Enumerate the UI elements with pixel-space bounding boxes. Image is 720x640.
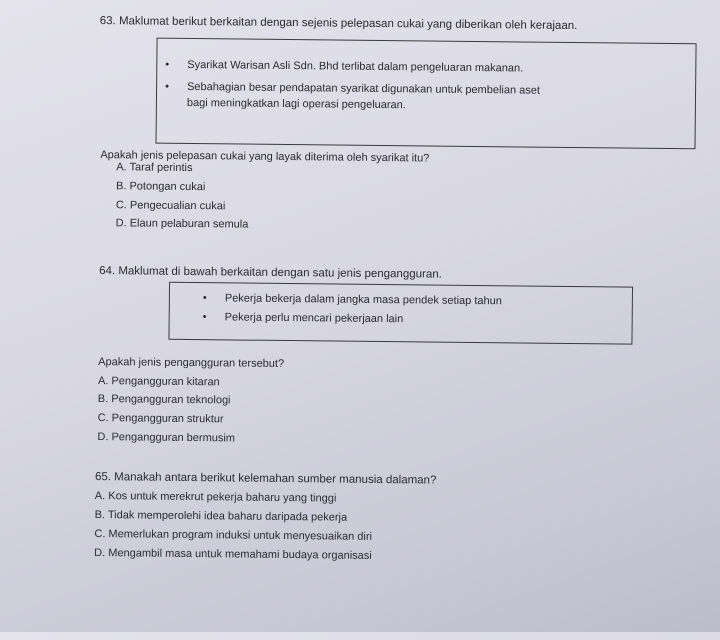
q64-option-a[interactable]: A. Pengangguran kitaran: [97, 375, 220, 389]
q64-bullet: • Pekerja perlu mencari pekerjaan lain: [225, 311, 404, 325]
q64-option-d[interactable]: D. Pengangguran bermusim: [97, 431, 236, 445]
q65-option-b[interactable]: B. Tidak memperolehi idea baharu daripada pekerja: [94, 509, 348, 524]
q64-question: Apakah jenis pengangguran tersebut?: [98, 356, 285, 370]
q64-option-c[interactable]: C. Pengangguran struktur: [97, 412, 224, 426]
q63-bullet: • Syarikat Warisan Asli Sdn. Bhd terlibat dalam pengeluaran makanan.: [187, 59, 523, 75]
q63-stem: 63. Maklumat berikut berkaitan dengan sejenis pelepasan cukai yang diberikan oleh kerajaan.: [99, 15, 578, 33]
q64-option-b[interactable]: B. Pengangguran teknologi: [97, 393, 231, 407]
q63-option-c[interactable]: C. Pengecualian cukai: [115, 199, 226, 213]
q64-bullet: • Pekerja bekerja dalam jangka masa pendek setiap tahun: [225, 292, 502, 307]
q65-option-d[interactable]: D. Mengambil masa untuk memahami budaya organisasi: [94, 547, 372, 562]
q63-question: Apakah jenis pelepasan cukai yang layak diterima oleh syarikat itu?: [100, 149, 430, 165]
q64-stem: 64. Maklumat di bawah berkaitan dengan satu jenis pengangguran.: [99, 265, 442, 281]
q63-bullet: • Sebahagian besar pendapatan syarikat digunakan untuk pembelian aset: [187, 81, 540, 97]
q63-option-d[interactable]: D. Elaun pelaburan semula: [115, 217, 249, 231]
q65-option-c[interactable]: C. Memerlukan program induksi untuk menyesuaikan diri: [94, 528, 373, 543]
q63-option-a[interactable]: A. Taraf perintis: [116, 161, 193, 175]
q63-bullet-cont: bagi meningkatkan lagi operasi pengeluaran.: [186, 96, 406, 112]
q65-stem: 65. Manakah antara berikut kelemahan sumber manusia dalaman?: [94, 471, 437, 487]
q63-option-b[interactable]: B. Potongan cukai: [115, 180, 206, 194]
q65-option-a[interactable]: A. Kos untuk merekrut pekerja baharu yang tinggi: [94, 490, 337, 505]
